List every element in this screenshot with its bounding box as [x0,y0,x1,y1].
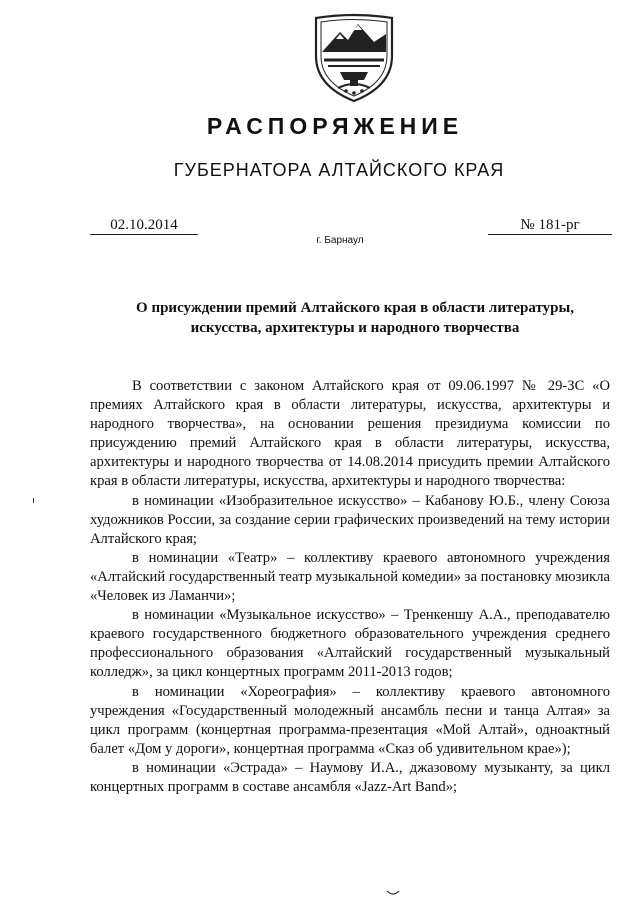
document-number: № 181-рг [488,216,612,235]
page-continuation-mark [386,890,400,896]
body-paragraph-choreography: в номинации «Хореография» – коллективу краевого автономного учреждения «Государственный молодежный ансамбль песни и танца Алтая» за цикл программ (концертная программа-презентация «Мой Алтай», одноактный балет «Дом у дороги», концертная программа «Сказ об удивительном крае»); [90,683,610,757]
scan-mark [33,498,34,503]
subject-line-2: искусства, архитектуры и народного творчества [190,320,520,336]
issue-city: г. Барнаул [316,235,364,246]
document-body [90,377,610,797]
document-date: 02.10.2014 [90,216,198,235]
document-type-title: РАСПОРЯЖЕНИЕ [206,113,464,139]
document-subject [120,298,590,338]
body-paragraph-estrada: в номинации «Эстрада» – Наумову И.А., джазовому музыканту, за цикл концертных программ в составе ансамбля «Jazz-Art Band»; [90,759,610,795]
body-paragraph-music: в номинации «Музыкальное искусство» – Тренкеншу А.А., преподавателю краевого государственного бюджетного образовательного учреждения среднего профессионального образования «Алтайский государственный музыкальный колледж», за цикл концертных программ 2011-2013 годов; [90,607,610,681]
body-paragraph-theatre: в номинации «Театр» – коллективу краевого автономного учреждения «Алтайский государственный театр музыкальной комедии» за постановку мюзикла «Человек из Ламанчи»; [90,549,610,605]
body-paragraph-fine-art: в номинации «Изобразительное искусство» – Кабанову Ю.Б., члену Союза художников России, за создание серии графических произведений на тему истории Алтайского края; [90,492,610,547]
coat-of-arms-icon [312,12,396,104]
subject-line-1: О присуждении премий Алтайского края в области литературы, [136,300,574,316]
body-paragraph-preamble: В соответствии с законом Алтайского края от 09.06.1997 № 29-ЗС «О премиях Алтайского края в области литературы, искусства, архитектуры и народного творчества», на основании решения президиума комиссии по присуждению премий Алтайского края в области литературы, искусства, архитектуры и народного творчества от 14.08.2014 присудить премии Алтайского края в области литературы, искусства, архитектуры и народного творчества: [90,378,610,490]
issuer-title: ГУБЕРНАТОРА АЛТАЙСКОГО КРАЯ [173,160,505,180]
